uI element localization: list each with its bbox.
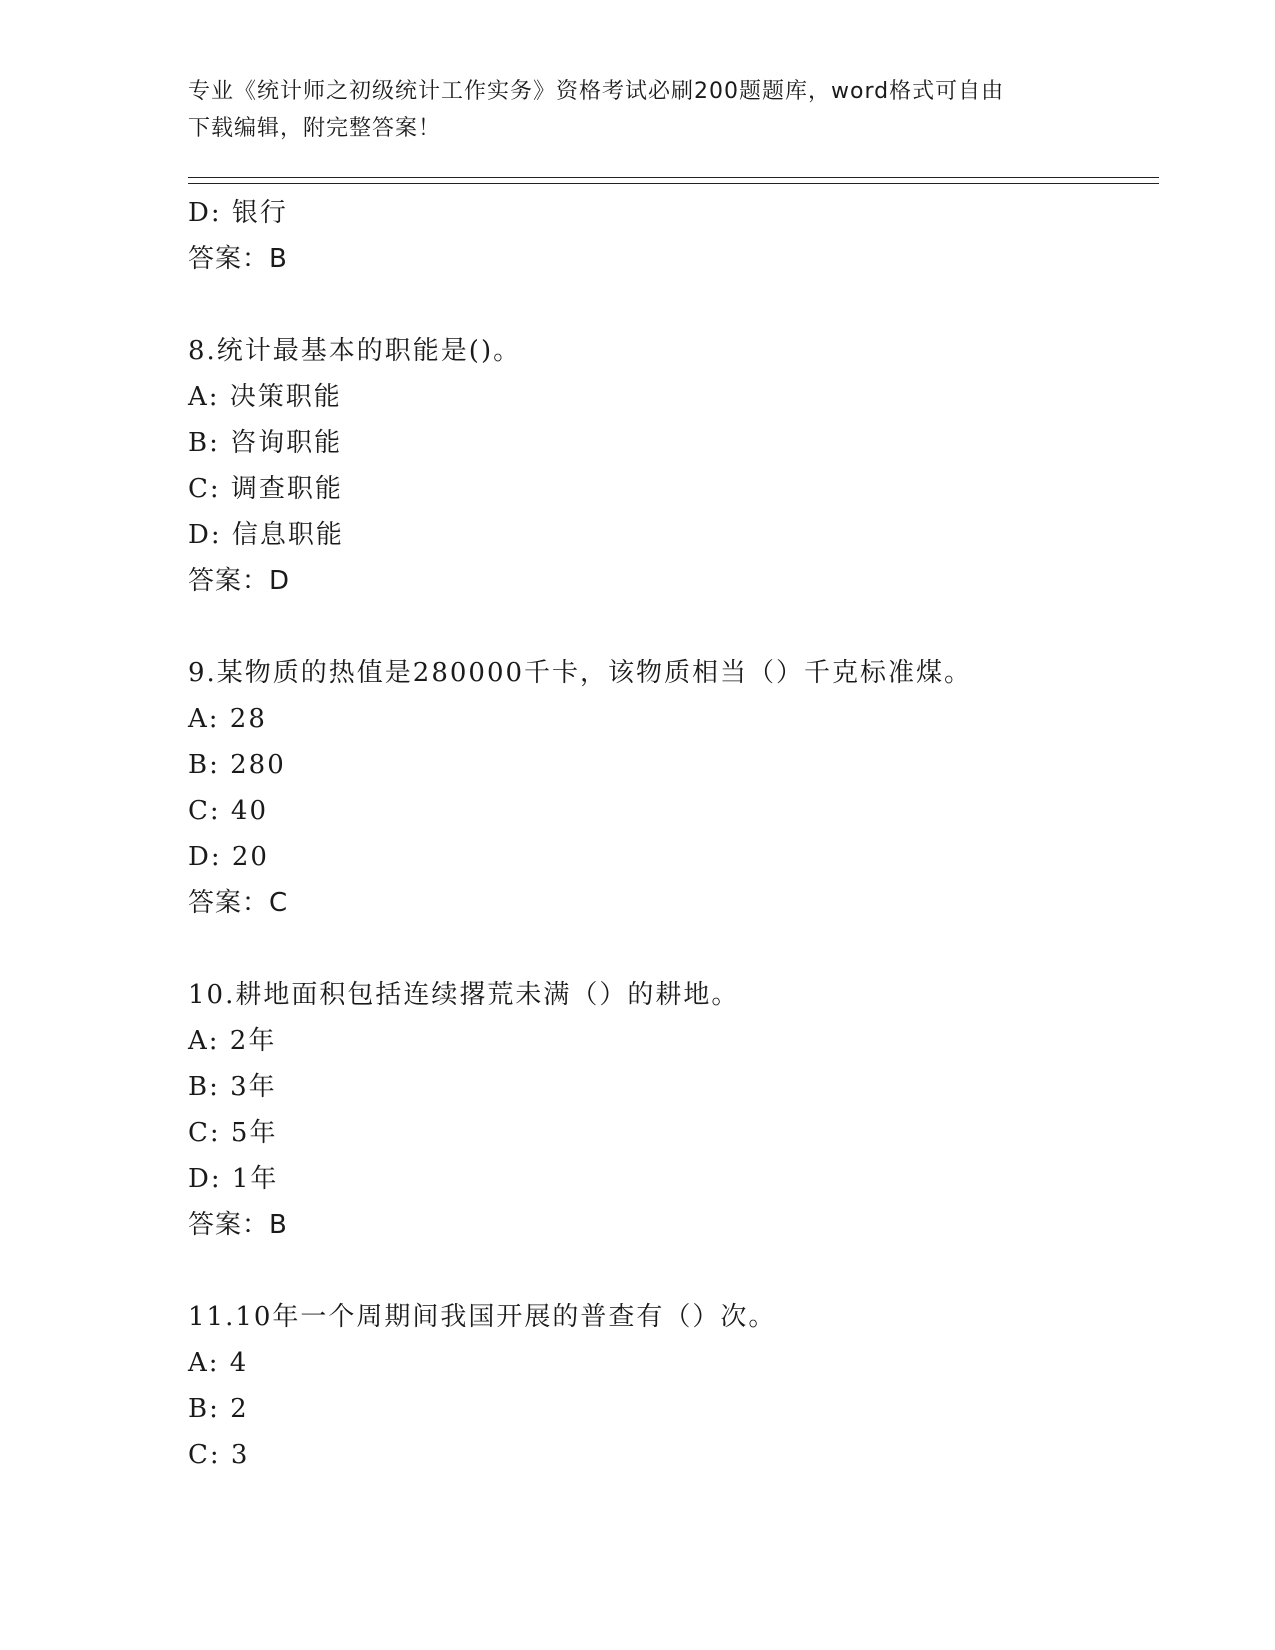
question-list <box>188 190 1159 1478</box>
question-stem: 10.耕地面积包括连续撂荒未满（）的耕地。 <box>188 980 740 1010</box>
question-11 <box>188 1294 1159 1478</box>
option-d: D: 信息职能 <box>188 520 344 550</box>
option-a: A: 4 <box>188 1348 249 1378</box>
option-c: C: 5年 <box>188 1118 278 1148</box>
option-d: D: 1年 <box>188 1164 279 1194</box>
header-divider-bottom <box>188 183 1159 184</box>
document-header <box>188 73 1088 147</box>
option-b: B: 咨询职能 <box>188 428 343 458</box>
option-a: A: 28 <box>188 704 267 734</box>
header-line-2: 下载编辑，附完整答案！ <box>188 116 442 141</box>
previous-question-tail <box>188 190 1159 282</box>
question-stem: 8.统计最基本的职能是()。 <box>188 336 522 366</box>
answer-line: 答案：D <box>188 566 291 596</box>
option-d: D: 银行 <box>188 198 288 228</box>
option-b: B: 2 <box>188 1394 249 1424</box>
question-10 <box>188 972 1159 1248</box>
question-stem: 11.10年一个周期间我国开展的普查有（）次。 <box>188 1302 777 1332</box>
answer-line: 答案：B <box>188 244 288 274</box>
option-b: B: 3年 <box>188 1072 277 1102</box>
question-8 <box>188 328 1159 604</box>
option-b: B: 280 <box>188 750 286 780</box>
question-stem: 9.某物质的热值是280000千卡，该物质相当（）千克标准煤。 <box>188 658 973 688</box>
option-c: C: 40 <box>188 796 269 826</box>
header-divider-top <box>188 177 1159 178</box>
answer-line: 答案：C <box>188 888 289 918</box>
option-a: A: 决策职能 <box>188 382 342 412</box>
option-d: D: 20 <box>188 842 269 872</box>
option-c: C: 调查职能 <box>188 474 343 504</box>
header-line-1: 专业《统计师之初级统计工作实务》资格考试必刷200题题库，word格式可自由 <box>188 79 1005 104</box>
question-9 <box>188 650 1159 926</box>
option-a: A: 2年 <box>188 1026 277 1056</box>
answer-line: 答案：B <box>188 1210 288 1240</box>
option-c: C: 3 <box>188 1440 250 1470</box>
